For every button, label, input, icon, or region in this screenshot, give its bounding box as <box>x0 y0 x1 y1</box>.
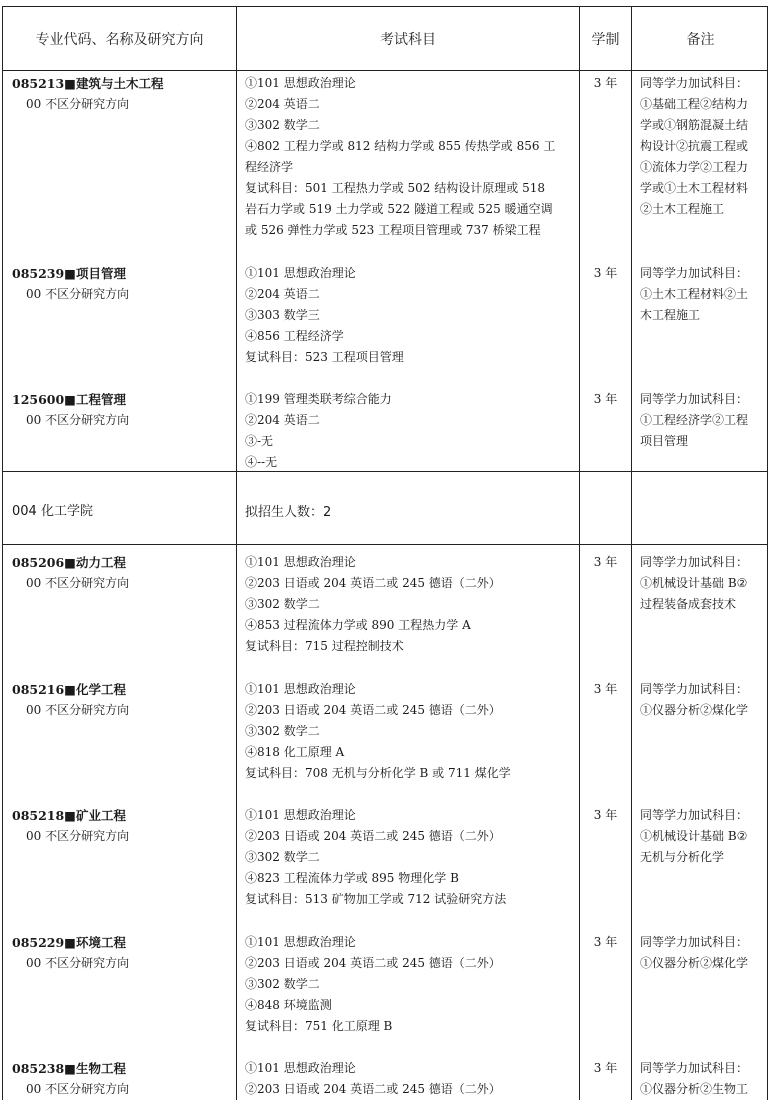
remark-line: ①仪器分析②煤化学 <box>640 703 749 717</box>
subject-line: ①101 思想政治理论 <box>245 808 356 822</box>
header-notes: 备注 <box>686 32 715 48</box>
remark-line: ①机械设计基础 B② <box>640 576 748 590</box>
remark-line: ①仪器分析②生物工 <box>640 1082 749 1096</box>
remarks <box>640 932 768 974</box>
program-code: 085213■建筑与土木工程 <box>12 76 164 91</box>
remarks <box>640 805 768 868</box>
subject-line: ③302 数学二 <box>245 597 320 611</box>
remark-line: ①机械设计基础 B② <box>640 829 748 843</box>
program-code: 085239■项目管理 <box>12 266 126 281</box>
remark-line: 同等学力加试科目： <box>640 935 749 949</box>
exam-subjects <box>245 73 577 241</box>
remarks <box>640 389 768 452</box>
subject-line: ①101 思想政治理论 <box>245 555 356 569</box>
research-direction: 00 不区分研究方向 <box>26 1082 130 1096</box>
research-direction: 00 不区分研究方向 <box>26 287 130 301</box>
subject-line: 岩石力学或 519 土力学或 522 隧道工程或 525 暖通空调 <box>245 202 553 216</box>
subject-line: ②203 日语或 204 英语二或 245 德语（二外） <box>245 703 501 717</box>
exam-subjects <box>245 805 577 910</box>
subject-line: ②203 日语或 204 英语二或 245 德语（二外） <box>245 576 501 590</box>
remark-line: ①仪器分析②煤化学 <box>640 956 749 970</box>
remark-line: ①工程经济学②工程 <box>640 413 749 427</box>
subject-line: ②203 日语或 204 英语二或 245 德语（二外） <box>245 1082 501 1096</box>
program-code: 085206■动力工程 <box>12 555 126 570</box>
subject-line: 复试科目：501 工程热力学或 502 结构设计原理或 518 <box>245 181 545 195</box>
study-duration: 3 年 <box>593 76 618 90</box>
department-quota: 拟招生人数：2 <box>245 505 332 520</box>
admissions-table <box>2 6 768 1100</box>
remark-line: 同等学力加试科目： <box>640 392 749 406</box>
subject-line: ④853 过程流体力学或 890 工程热力学 A <box>245 618 471 632</box>
subject-line: ②204 英语二 <box>245 287 320 301</box>
program-info <box>12 679 232 721</box>
study-duration: 3 年 <box>593 555 618 569</box>
remark-line: 构设计②抗震工程或 <box>640 139 749 153</box>
study-duration: 3 年 <box>593 1061 618 1075</box>
subject-line: ④823 工程流体力学或 895 物理化学 B <box>245 871 459 885</box>
remarks <box>640 263 768 326</box>
subject-line: ①199 管理类联考综合能力 <box>245 392 392 406</box>
program-info <box>12 1058 232 1100</box>
exam-subjects <box>245 552 577 657</box>
subject-line: ④818 化工原理 A <box>245 745 345 759</box>
subject-line: ①101 思想政治理论 <box>245 266 356 280</box>
department-name: 004 化工学院 <box>12 504 93 519</box>
col-divider-1 <box>236 7 237 1100</box>
subject-line: ②203 日语或 204 英语二或 245 德语（二外） <box>245 956 501 970</box>
program-info <box>12 389 232 431</box>
remark-line: ①流体力学②工程力 <box>640 160 749 174</box>
subject-line: ③302 数学二 <box>245 977 320 991</box>
research-direction: 00 不区分研究方向 <box>26 703 130 717</box>
program-code: 085238■生物工程 <box>12 1061 126 1076</box>
exam-subjects <box>245 679 577 784</box>
header-subjects: 考试科目 <box>380 32 436 48</box>
remark-line: ①基础工程②结构力 <box>640 97 749 111</box>
remarks <box>640 679 768 721</box>
study-duration: 3 年 <box>593 392 618 406</box>
program-info <box>12 73 232 115</box>
research-direction: 00 不区分研究方向 <box>26 829 130 843</box>
remark-line: 同等学力加试科目： <box>640 76 749 90</box>
remark-line: 同等学力加试科目： <box>640 1061 749 1075</box>
subject-line: ③303 数学三 <box>245 308 320 322</box>
remark-line: ②土木工程施工 <box>640 202 725 216</box>
remarks <box>640 1058 768 1100</box>
remark-line: 同等学力加试科目： <box>640 808 749 822</box>
subject-line: 或 526 弹性力学或 523 工程项目管理或 737 桥梁工程 <box>245 223 541 237</box>
subject-line: 复试科目：751 化工原理 B <box>245 1019 393 1033</box>
subject-line: ③302 数学二 <box>245 850 320 864</box>
subject-line: ④848 环境监测 <box>245 998 332 1012</box>
remark-line: 同等学力加试科目： <box>640 682 749 696</box>
program-code: 085229■环境工程 <box>12 935 126 950</box>
exam-subjects <box>245 263 577 368</box>
subject-line: 复试科目：513 矿物加工学或 712 试验研究方法 <box>245 892 507 906</box>
remark-line: 无机与分析化学 <box>640 850 725 864</box>
research-direction: 00 不区分研究方向 <box>26 576 130 590</box>
subject-line: 复试科目：708 无机与分析化学 B 或 711 煤化学 <box>245 766 511 780</box>
subject-line: ①101 思想政治理论 <box>245 935 356 949</box>
program-info <box>12 263 232 305</box>
subject-line: 复试科目：715 过程控制技术 <box>245 639 404 653</box>
header-program: 专业代码、名称及研究方向 <box>35 32 204 48</box>
program-code: 085216■化学工程 <box>12 682 126 697</box>
subject-line: ③-无 <box>245 434 274 448</box>
remark-line: 学或①土木工程材料 <box>640 181 749 195</box>
subject-line: 复试科目：523 工程项目管理 <box>245 350 404 364</box>
remarks <box>640 73 768 220</box>
exam-subjects <box>245 1058 577 1100</box>
remark-line: ①土木工程材料②土 <box>640 287 749 301</box>
study-duration: 3 年 <box>593 266 618 280</box>
remark-line: 木工程施工 <box>640 308 701 322</box>
subject-line: ②203 日语或 204 英语二或 245 德语（二外） <box>245 829 501 843</box>
study-duration: 3 年 <box>593 935 618 949</box>
remark-line: 同等学力加试科目： <box>640 555 749 569</box>
remarks <box>640 552 768 615</box>
remark-line: 项目管理 <box>640 434 689 448</box>
subject-line: ④856 工程经济学 <box>245 329 344 343</box>
program-info <box>12 805 232 847</box>
subject-line: ②204 英语二 <box>245 413 320 427</box>
program-code: 085218■矿业工程 <box>12 808 126 823</box>
subject-line: ③302 数学二 <box>245 118 320 132</box>
research-direction: 00 不区分研究方向 <box>26 97 130 111</box>
program-info <box>12 552 232 594</box>
remark-line: 学或①钢筋混凝土结 <box>640 118 749 132</box>
col-divider-3 <box>631 7 632 1100</box>
program-code: 125600■工程管理 <box>12 392 126 407</box>
subject-line: ④--无 <box>245 455 278 469</box>
program-info <box>12 932 232 974</box>
exam-subjects <box>245 932 577 1037</box>
subject-line: ③302 数学二 <box>245 724 320 738</box>
subject-line: ②204 英语二 <box>245 97 320 111</box>
section-divider-bottom <box>3 544 767 545</box>
header-duration: 学制 <box>591 32 620 48</box>
study-duration: 3 年 <box>593 682 618 696</box>
subject-line: 程经济学 <box>245 160 294 174</box>
remark-line: 过程装备成套技术 <box>640 597 737 611</box>
remark-line: 同等学力加试科目： <box>640 266 749 280</box>
subject-line: ①101 思想政治理论 <box>245 682 356 696</box>
subject-line: ④802 工程力学或 812 结构力学或 855 传热学或 856 工 <box>245 139 556 153</box>
subject-line: ①101 思想政治理论 <box>245 1061 356 1075</box>
subject-line: ①101 思想政治理论 <box>245 76 356 90</box>
research-direction: 00 不区分研究方向 <box>26 413 130 427</box>
exam-subjects <box>245 389 577 473</box>
research-direction: 00 不区分研究方向 <box>26 956 130 970</box>
study-duration: 3 年 <box>593 808 618 822</box>
